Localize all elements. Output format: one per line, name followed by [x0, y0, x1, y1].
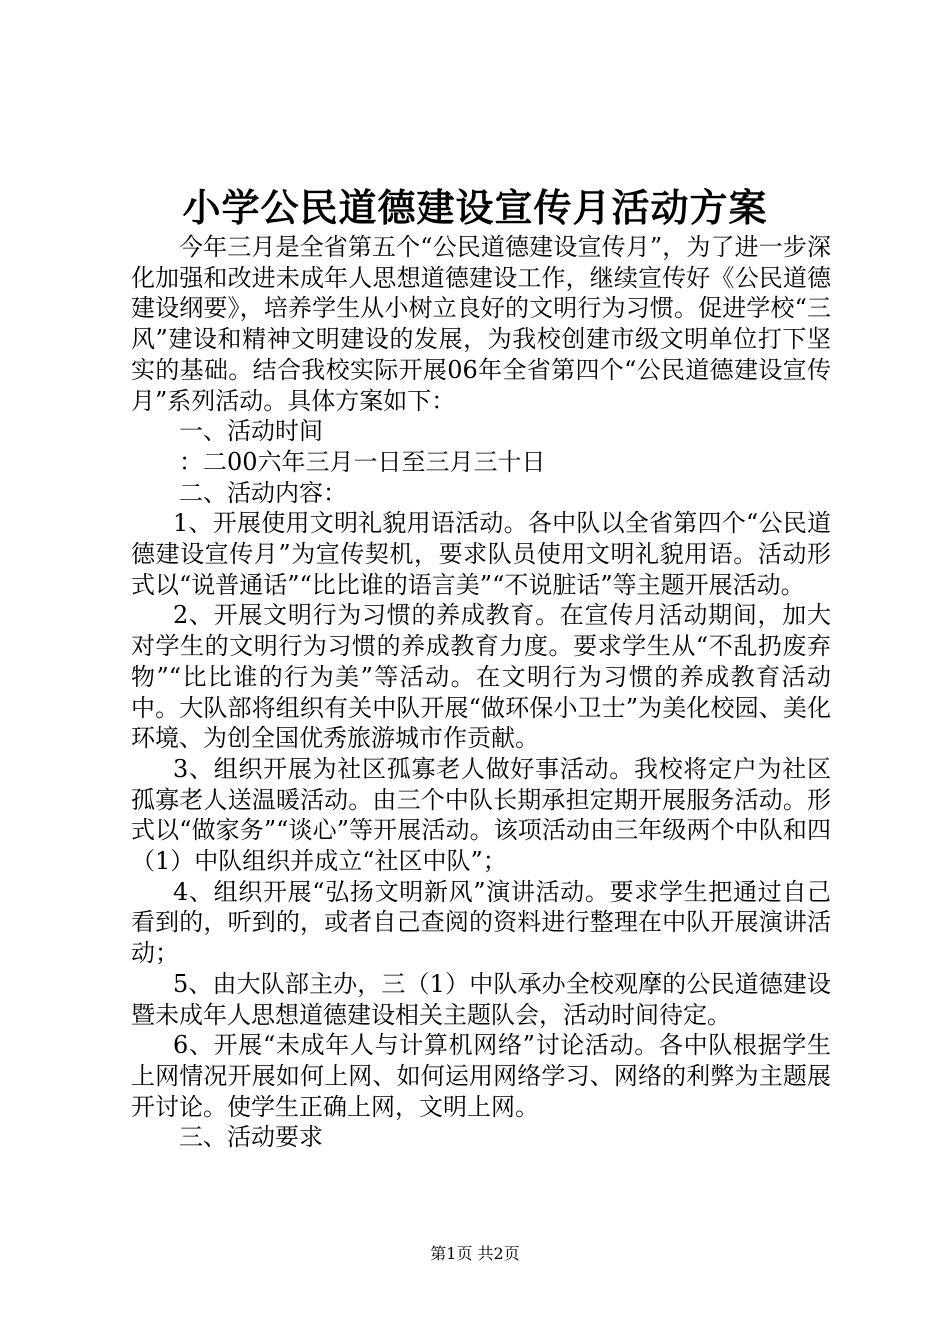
section-heading-requirements: 三、活动要求	[179, 1123, 323, 1152]
paragraph-time: ：二00六年三月一日至三月三十日	[179, 447, 546, 476]
paragraph-item-3: 3、组织开展为社区孤寡老人做好事活动。我校将定户为社区孤寡老人送温暖活动。由三个中队长期承担定期开展服务活动。形式以“做家务”“谈心”等开展活动。该项活动由三年级两个中队和四（1）中队组织并成立“社区中队”；	[131, 754, 831, 876]
document-title: 小学公民道德建设宣传月活动方案	[182, 185, 768, 230]
paragraph-item-5: 5、由大队部主办，三（1）中队承办全校观摩的公民道德建设暨未成年人思想道德建设相关主题队会，活动时间待定。	[131, 969, 831, 1029]
paragraph-item-1: 1、开展使用文明礼貌用语活动。各中队以全省第四个“公民道德建设宣传月”为宣传契机，要求队员使用文明礼貌用语。活动形式以“说普通话”“比比谁的语言美”“不说脏话”等主题开展活动。	[131, 509, 831, 599]
document-body	[131, 232, 831, 1153]
section-heading-content: 二、活动内容：	[179, 478, 347, 507]
paragraph-item-4: 4、组织开展“弘扬文明新风”演讲活动。要求学生把通过自己看到的，听到的，或者自己查阅的资料进行整理在中队开展演讲活动；	[131, 877, 831, 968]
page-footer: 第1页 共2页	[430, 1244, 520, 1263]
section-heading-time: 一、活动时间	[179, 417, 323, 446]
paragraph-intro: 今年三月是全省第五个“公民道德建设宣传月”，为了进一步深化加强和改进未成年人思想道德建设工作，继续宣传好《公民道德建设纲要》，培养学生从小树立良好的文明行为习惯。促进学校“三风”建设和精神文明建设的发展，为我校创建市级文明单位打下坚实的基础。结合我校实际开展06年全省第四个“公民道德建设宣传月”系列活动。具体方案如下：	[131, 233, 831, 415]
paragraph-item-6: 6、开展“未成年人与计算机网络”讨论活动。各中队根据学生上网情况开展如何上网、如何运用网络学习、网络的利弊为主题展开讨论。使学生正确上网，文明上网。	[131, 1031, 831, 1121]
paragraph-item-2: 2、开展文明行为习惯的养成教育。在宣传月活动期间，加大对学生的文明行为习惯的养成教育力度。要求学生从“不乱扔废弃物”“比比谁的行为美”等活动。在文明行为习惯的养成教育活动中。大队部将组织有关中队开展“做环保小卫士”为美化校园、美化环境、为创全国优秀旅游城市作贡献。	[131, 601, 831, 753]
